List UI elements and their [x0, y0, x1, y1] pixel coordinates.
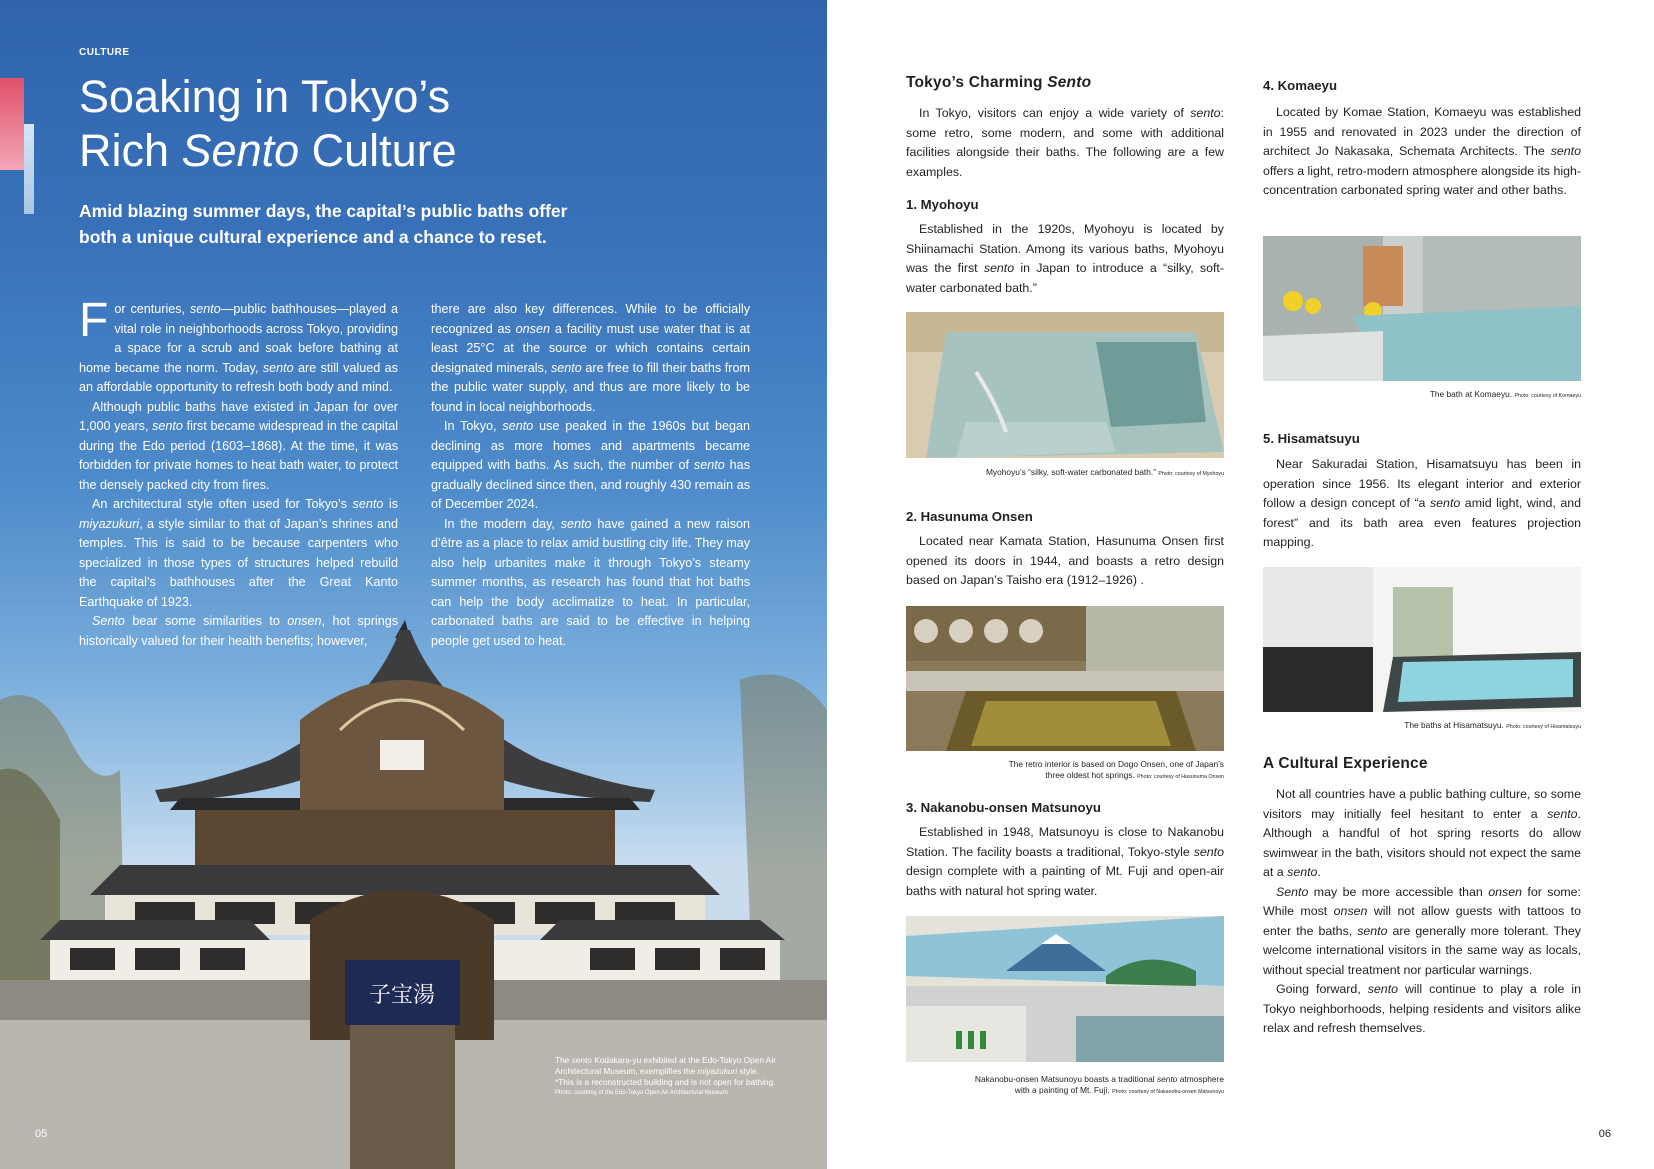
subheading-hasunuma: 2. Hasunuma Onsen [906, 509, 1033, 524]
hisamatsuyu-caption: The baths at Hisamatsuyu. Photo: courtesy of Hisamatsuyu [1404, 720, 1581, 730]
page-number: 06 [1598, 1128, 1611, 1140]
caption-note: *This is a reconstructed building and is not open for bathing. [555, 1077, 776, 1087]
photo-caption: The sento Kodakara-yu exhibited at the Edo-Tokyo Open Air Architectural Museum, exemplifies the miyazukuri style. *This is a reconstructed building and is not open for bathing. Photo: courtesy of the Edo-Tokyo Open Air Architectural Museum [555, 1055, 805, 1099]
matsunoyu-caption: Nakanobu-onsen Matsunoyu boasts a traditional sento atmosphere with a painting of Mt. Fuji. Photo: courtesy of Nakanobu-onsen Matsunoyu [974, 1074, 1224, 1095]
hasunuma-text: Located near Kamata Station, Hasunuma Onsen first opened its doors in 1944, and boasts a retro design based on Japan’s Taisho era (1912–1926) . [906, 534, 1224, 587]
article-subtitle: Amid blazing summer days, the capital’s public baths offer both a unique cultural experience and a chance to reset. [79, 201, 568, 247]
komaeyu-photo [1263, 236, 1581, 381]
body-column-2 [431, 300, 750, 651]
accent-bar-light [24, 124, 34, 214]
paragraph: In the modern day, sento have gained a new raison d’être as a place to relax amid bustling city life. They may also help urbanites make it through Tokyo’s steamy summer months, as research has found that hot baths can help the body acclimatize to heat. In particular, carbonated baths are said to be effective in helping people get used to heat. [431, 516, 751, 648]
article-title: Soaking in Tokyo’s Rich Sento Culture [79, 71, 457, 176]
cultural-text: Not all countries have a public bathing culture, so some visitors may initially feel hesitant to enter a sento. Although a handful of hot spring resorts do allow swimwear in the bath, visitors should not expect the same at a sento. Sento may be more accessible than onsen for some: While most onsen will not allow guests with tattoos to enter the baths, sento are generally more tolerant. They welcome international visitors in the same way as locals, without special treatment nor particular warnings. Going forward, sento will continue to play a role in Tokyo neighborhoods, helping residents and visitors alike relax and refresh themselves. [1263, 787, 1582, 1035]
accent-bar-pink [0, 78, 24, 170]
subheading-hisamatsuyu: 5. Hisamatsuyu [1263, 431, 1360, 446]
subheading-komaeyu: 4. Komaeyu [1263, 78, 1338, 93]
section-label: CULTURE [79, 47, 130, 58]
noren-text: 子宝湯 [368, 983, 436, 1008]
myohoyu-text: Established in the 1920s, Myohoyu is located by Shiinamachi Station. Among its various baths, Myohoyu was the first sento in Japan to introduce a “silky, soft-water carbonated bath.” [906, 222, 1224, 295]
paragraph: there are also key differences. While to be officially recognized as onsen a facility must use water that is at least 25°C at the source or which contains certain designated minerals, sento are free to fill their baths from the public water supply, and thus are more likely to be found in local neighborhoods. [431, 302, 750, 414]
myohoyu-caption: Myohoyu’s “silky, soft-water carbonated bath.” Photo: courtesy of Myohoyu [985, 467, 1224, 477]
right-page [827, 0, 1654, 1169]
myohoyu-photo [906, 312, 1224, 458]
hasunuma-caption: The retro interior is based on Dogo Onsen, one of Japan’s three oldest hot springs. Photo: courtesy of Hasunuma Onsen [1008, 759, 1224, 780]
paragraph: Sento bear some similarities to onsen, hot springs historically valued for their health benefits; however, [79, 614, 398, 648]
matsunoyu-photo [906, 916, 1224, 1062]
komaeyu-text: Located by Komae Station, Komaeyu was established in 1955 and renovated in 2023 under the direction of architect Jo Nakasaka, Schemata Architects. The sento offers a light, retro-modern atmosphere alongside its high-concentration carbonated spring water and other baths. [1263, 105, 1581, 197]
matsunoyu-text: Established in 1948, Matsunoyu is close to Nakanobu Station. The facility boasts a traditional, Tokyo-style sento design complete with a painting of Mt. Fuji and open-air baths with natural hot spring water. [906, 825, 1224, 898]
hasunuma-photo [906, 606, 1224, 751]
paragraph: For centuries, sento—public bathhouses—played a vital role in neighborhoods across Tokyo, providing a space for a scrub and soak before bathing at home became the norm. Today, sento are still valued as an affordable opportunity to refresh both body and mind. [79, 294, 399, 394]
body-column-1 [79, 294, 399, 651]
photo-credit: Photo: courtesy of the Edo-Tokyo Open Air Architectural Museum [555, 1090, 728, 1096]
hisamatsuyu-text: Near Sakuradai Station, Hisamatsuyu has been in operation since 1956. Its elegant interior and exterior follow a design concept of “a sento amid light, wind, and forest” and its bath area even features projection mapping. [1263, 457, 1581, 549]
paragraph: Although public baths have existed in Japan for over 1,000 years, sento first became widespread in the capital during the Edo period (1603–1868). At the time, it was forbidden for private homes to heat bath water, to protect the densely packed city from fires. [79, 399, 398, 492]
intro-text: In Tokyo, visitors can enjoy a wide variety of sento: some retro, some modern, and some with additional facilities alongside their baths. The following are a few examples. [906, 106, 1224, 179]
paragraph: In Tokyo, sento use peaked in the 1960s but began declining as more homes and apartments became equipped with baths. As such, the number of sento has gradually declined since then, and roughly 430 remain as of December 2024. [431, 419, 751, 511]
subheading-myohoyu: 1. Myohoyu [906, 197, 979, 212]
page-number: 05 [35, 1128, 48, 1140]
title-line-1: Soaking in Tokyo’s [79, 71, 451, 122]
section-heading: Tokyo’s Charming Sento [906, 74, 1092, 91]
subheading-matsunoyu: 3. Nakanobu-onsen Matsunoyu [906, 800, 1101, 815]
section-heading-cultural: A Cultural Experience [1263, 755, 1428, 772]
hisamatsuyu-photo [1263, 567, 1581, 712]
paragraph: An architectural style often used for Tokyo’s sento is miyazukuri, a style similar to that of Japan’s shrines and temples. This is said to be because carpenters who specialized in those types of structures helped rebuild the capital’s bathhouses after the Great Kanto Earthquake of 1923. [79, 497, 399, 609]
drop-cap: F [79, 294, 109, 347]
komaeyu-caption: The bath at Komaeyu. Photo: courtesy of Komaeyu [1429, 389, 1581, 399]
